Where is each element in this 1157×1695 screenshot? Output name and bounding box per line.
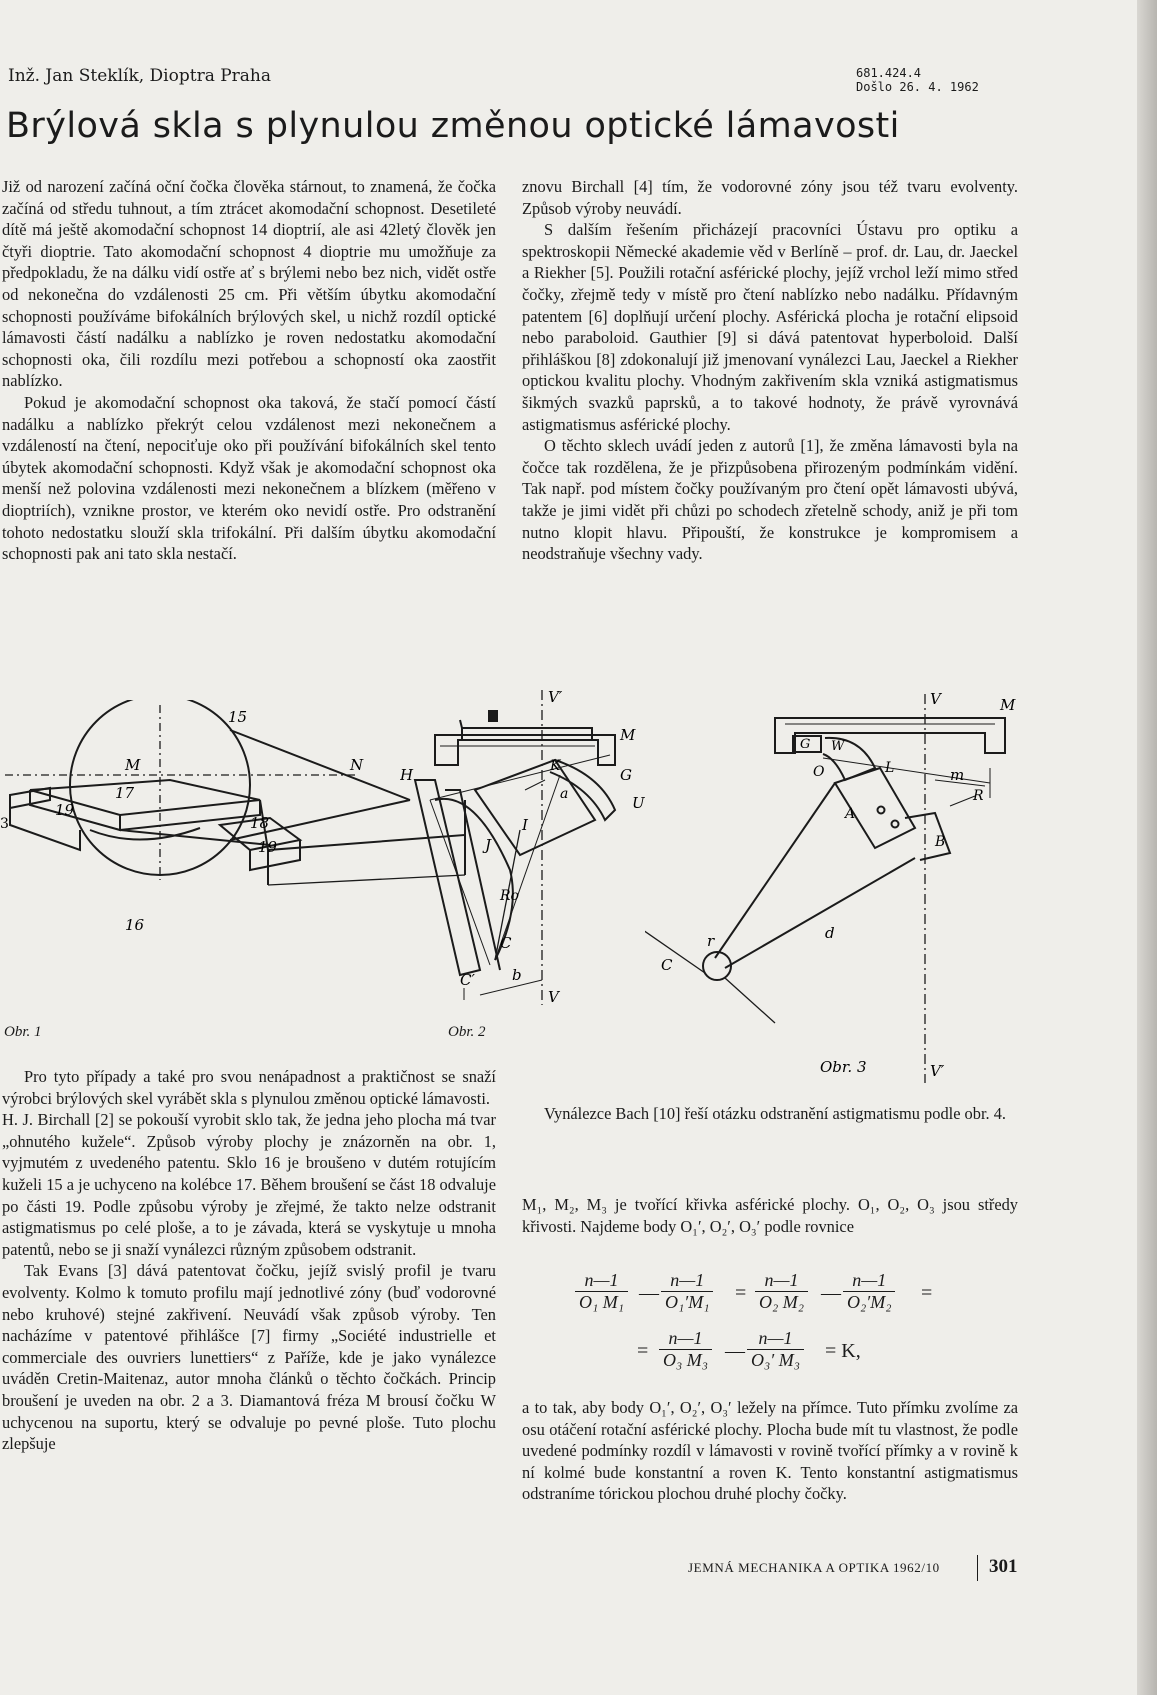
fig3-label-V1: V′ [930,1062,945,1080]
fig2-label-U: U [632,794,645,812]
fig1-label-3: 3 [0,816,9,832]
fig2-label-Ro: Ro [500,888,519,904]
fig2-label-G: G [620,766,632,784]
fig3-label-m: m [950,766,965,784]
fig3-label-M: M [1000,696,1016,714]
equals-sign: = [735,1282,747,1304]
fig1-label-18: 18 [250,814,270,832]
paragraph: S dalším řešením přicházejí pracovníci Ústavu pro optiku a spektroskopii Německé akademie věd v Berlíně – prof. dr. Lau, dr. Jaeckel a Riekher [5]. Použili rotační asférické plochy, jejíž vrchol leží mimo střed čočky, zřejmě tedy v místě pro čtení nablízko nebo nadálku. Přídavným patentem [6] doplňují určení plochy. Asférická plocha je rotační elipsoid nebo paraboloid. Gauthier [9] si dává patentovat hyperboloid. Další přihláškou [8] zdokonalují již jmenovaní vynálezci Lau, Jaeckel a Riekher optickou kvalitu plochy. Vhodným zakřivením skla vzniká astigmatismus šikmých svazků paprsků, a to takové hodnoty, že právě vyrovnává astigmatismus asférické plochy. [522,220,1018,434]
paragraph: a to tak, aby body O₁′, O₂′, O₃′ ležely na přímce. Tuto přímku zvolíme za osu otáčení rotační asférické plochy. Plocha bude mít tu vlastnost, že podle uvedené podmínky rozdíl v lámavosti v rovině tvořící přímky a v rovině k ní kolmé bude konstantní a roven K. Tento konstantní astigmatismus odstraníme tórickou plochou druhé plochy čočky. [522,1398,1018,1504]
fraction: $\frac{n—1}{\text{O₃′ M₃}}$ [747,1328,804,1371]
fig3-label-W: W [831,739,845,754]
minus-sign: — [639,1282,659,1304]
fig1-label-N: N [350,756,364,774]
figure-2-drawing [400,680,660,1010]
paragraph: Již od narození začíná oční čočka člověka stárnout, to znamená, že čočka začíná od středu tuhnout, a tím ztrácet akomodační schopnost. Desetileté dítě má ještě akomodační schopnost 14 dioptrií, ale asi 42letý člověk jen čtyři dioptrie. Tato akomodační schopnost 4 dioptrie mu umožňuje za předpokladu, že na dálku vidí ostře ať s brýlemi nebo bez nich, vidět ostře od nekonečna do vzdálenosti 25 cm. Při větším úbytku akomodační schopnosti používáme bifokálních brýlových skel, u nichž rozdíl optické lámavosti částí nadálku a nablízko je roven nedostatku akomodační schopnosti oka, čili rozdílu mezi potřebou a schopností oka zaostřit nablízko. [2,177,496,391]
fraction: $\frac{n—1}{\text{O₂′M₂}}$ [843,1270,895,1313]
fig1-label-15: 15 [228,708,248,726]
udc-code: 681.424.4 [856,66,922,80]
fig2-label-J: J [485,836,492,854]
fig2-label-b: b [512,966,522,984]
fig2-label-C: C [500,934,512,952]
paragraph: H. J. Birchall [2] se pokouší vyrobit sklo tak, že jedna jeho plocha má tvar „ohnutého kužele“. Způsob výroby plochy je znázorněn na obr. 1, vyjmutém z uvedeného patentu. Sklo 16 je broušeno v dutém rotujícím kuželi 15 a je uchyceno na kolébce 17. Během broušení se část 18 odvaluje po části 19. Podle způsobu výroby je zřejmé, že takto nelze odstranit astigmatismus po celé ploše, a to je závada, která se vyskytuje u mnoha patentů, nebo se ji snaží vynálezci různým způsobem odstranit. [2,1110,496,1259]
page-edge [1137,0,1157,1695]
paragraph: Pokud je akomodační schopnost oka taková, že stačí pomocí částí nadálku a nablízko překrýt celou vzdálenost mezi nekonečnem a vzdáleností na čtení, nepociťuje oko při používání bifokálních skel tento úbytek akomodační schopnosti. Když však je akomodační schopnost oka menší než polovina vzdálenosti mezi nekonečnem a blízkem (měřeno v dioptriích), vznikne prostor, ve kterém oko nevidí ostře. Pro odstranění tohoto nedostatku slouží skla trifokální. Při dalším úbytku akomodační schopnosti pak ani tato skla nestačí. [2,392,496,564]
fig3-label-L: L [885,760,895,776]
equation [575,1270,975,1390]
minus-sign: — [725,1340,745,1362]
right-column-top [522,176,1018,565]
fig2-label-I: I [522,816,528,834]
equals-k: = K, [825,1340,861,1362]
fig3-label-d: d [825,924,835,942]
article-title: Brýlová skla s plynulou změnou optické lámavosti [6,106,900,146]
paragraph: Vynálezce Bach [10] řeší otázku odstranění astigmatismu podle obr. 4. [544,1104,1006,1123]
fraction: $\frac{n—1}{\text{O₁′M₁}}$ [661,1270,713,1313]
figure-2 [400,680,660,1010]
fig2-label-V: V [548,988,559,1006]
received-date: Došlo 26. 4. 1962 [856,80,979,94]
fig3-label-R: R [973,788,984,804]
left-column-top [2,176,496,565]
right-column-end [522,1397,1018,1505]
fig3-label-O: O [813,764,825,780]
paragraph: znovu Birchall [4] tím, že vodorovné zóny jsou též tvaru evolventy. Způsob výroby neuvádí. [522,177,1018,218]
paragraph: M₁, M₂, M₃ je tvořící křivka asférické plochy. O₁, O₂, O₃ jsou středy křivosti. Najdeme body O₁′, O₂′, O₃′ podle rovnice [522,1195,1018,1236]
article-meta [856,66,979,94]
right-column-mid [522,1103,1018,1125]
fraction: $\frac{n—1}{\text{O₂ M₂}}$ [755,1270,808,1313]
fig2-marker [488,710,498,722]
minus-sign: — [821,1282,841,1304]
fig2-label-M: M [620,726,636,744]
left-column-bottom [2,1066,496,1455]
figure-3 [645,688,1030,1088]
fig3-label-r: r [707,932,715,950]
fig3-label-B: B [935,834,946,850]
fig3-label-G: G [800,737,811,752]
fig1-label-17: 17 [115,784,135,802]
journal-footer: JEMNÁ MECHANIKA A OPTIKA 1962/10 [688,1560,940,1575]
fig2-label-V1: V′ [548,688,563,706]
figure-2-caption: Obr. 2 [448,1024,486,1040]
fig2-label-a: a [560,786,569,802]
figure-3-caption: Obr. 3 [820,1058,867,1076]
footer-divider [977,1555,978,1581]
fig1-label-M: M [125,756,141,774]
fig1-label-19a: 19 [55,801,75,819]
fraction: $\frac{n—1}{\text{O₃ M₃}}$ [659,1328,712,1371]
paragraph: Pro tyto případy a také pro svou nenápadnost a praktičnost se snaží výrobci brýlových skel vyrábět skla s plynulou změnou optické lámavosti. [2,1067,496,1108]
author-line: Inž. Jan Steklík, Dioptra Praha [8,66,272,86]
fig1-label-16: 16 [125,916,145,934]
fig2-label-C1: C′ [460,971,475,989]
paragraph: O těchto sklech uvádí jeden z autorů [1], že změna lámavosti byla na čočce tak rozdělena, že je přizpůsobena přirozeným podmínkám vidění. Tak např. pod místem čočky používaným pro čtení opět lámavosti ubývá, takže je jimi vidět při chůzi po schodech zřetelně schody, aniž je při tom nutno klopit hlavu. Připouští, že konstrukce je kompromisem a neodstraňuje všechny vady. [522,436,1018,564]
page-number: 301 [989,1556,1018,1577]
fig2-label-K: K [550,758,561,774]
fig3-label-A: A [845,806,856,822]
paragraph: Tak Evans [3] dává patentovat čočku, jejíž svislý profil je tvaru evolventy. Kolmo k tomuto profilu mají jednotlivé zóny (buď vodorovné nebo kruhové) stejné zakřivení. Neuvádí však způsob výroby. Ten nacházíme v patentové přihlášce [7] firmy „Société industrielle et commerciale des ouvriers lunettiers“ z Paříže, kde je jako vynálezce uváděn Cretin-Maitenaz, autor mnoha článků o těchto čočkách. Princip broušení je uveden na obr. 2 a 3. Diamantová fréza M brousí čočku W uchycenou na suportu, který se odvaluje po pevné ploše. Tuto plochu zlepšuje [2,1261,496,1454]
fig3-label-V: V [930,690,941,708]
fig1-label-19b: 19 [258,838,278,856]
equals-sign: = [637,1340,649,1362]
right-column-bottom [522,1194,1018,1237]
figure-3-drawing [645,688,1030,1088]
fig2-label-H: H [400,766,414,784]
equals-sign: = [921,1282,933,1304]
fraction: $\frac{n—1}{\text{O₁ M₁}}$ [575,1270,628,1313]
figure-1-caption: Obr. 1 [4,1024,42,1040]
fig3-label-C: C [661,956,673,974]
